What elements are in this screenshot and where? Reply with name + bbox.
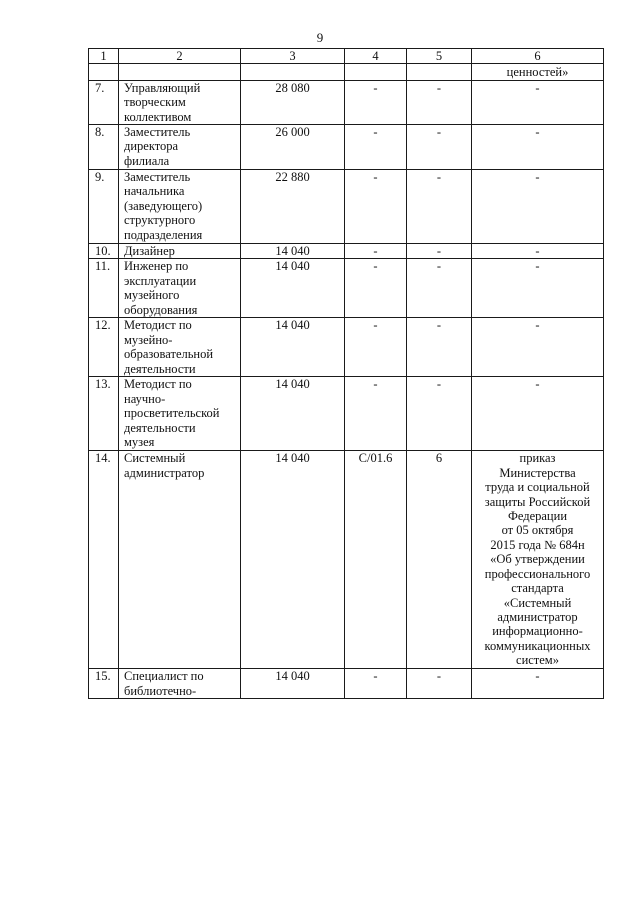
function-code: C/01.6 <box>345 451 407 669</box>
standard-document: - <box>472 377 604 451</box>
qualification-level: - <box>407 377 472 451</box>
table-row <box>89 669 604 699</box>
function-code: - <box>345 259 407 318</box>
function-code: - <box>345 244 407 259</box>
function-code: - <box>345 669 407 699</box>
table-row <box>89 451 604 669</box>
position-name: Системный администратор <box>124 451 205 480</box>
column-number-4: 4 <box>345 49 407 64</box>
position-name: Заместитель директора филиала <box>124 125 191 168</box>
salary-value: 22 880 <box>241 170 345 244</box>
function-code: - <box>345 80 407 124</box>
column-number-1: 1 <box>89 49 119 64</box>
column-number-6: 6 <box>472 49 604 64</box>
row-number: 15. <box>89 669 119 699</box>
row-number: 11. <box>89 259 119 318</box>
position-name <box>119 64 241 80</box>
positions-table <box>88 48 604 699</box>
salary-value: 26 000 <box>241 125 345 170</box>
salary-value: 14 040 <box>241 377 345 451</box>
position-name: Управляющий творческим коллективом <box>124 80 201 124</box>
table-row <box>89 244 604 259</box>
salary-value: 14 040 <box>241 244 345 259</box>
standard-document: ценностей» <box>472 64 604 80</box>
function-code <box>345 64 407 80</box>
qualification-level: - <box>407 80 472 124</box>
row-number: 13. <box>89 377 119 451</box>
salary-value <box>241 64 345 80</box>
position-name: Методист по научно- просветительской деятельности музея <box>124 377 220 450</box>
position-name: Методист по музейно- образовательной деятельности <box>124 318 214 376</box>
qualification-level: 6 <box>407 451 472 669</box>
standard-document: - <box>472 125 604 170</box>
salary-value: 14 040 <box>241 669 345 699</box>
standard-document: - <box>472 669 604 699</box>
table-row-continuation <box>89 64 604 80</box>
table-row <box>89 80 604 124</box>
column-number-3: 3 <box>241 49 345 64</box>
row-number: 10. <box>89 244 119 259</box>
qualification-level: - <box>407 318 472 377</box>
table-row <box>89 377 604 451</box>
standard-document: - <box>472 259 604 318</box>
salary-value: 14 040 <box>241 451 345 669</box>
position-name: Заместитель начальника (заведующего) структурного подразделения <box>124 170 203 242</box>
qualification-level: - <box>407 669 472 699</box>
standard-document: - <box>472 80 604 124</box>
qualification-level: - <box>407 170 472 244</box>
salary-value: 14 040 <box>241 259 345 318</box>
table-row <box>89 318 604 377</box>
column-number-5: 5 <box>407 49 472 64</box>
row-number: 14. <box>89 451 119 669</box>
standard-document: - <box>472 318 604 377</box>
table-row <box>89 125 604 170</box>
position-name: Инженер по эксплуатации музейного оборудования <box>124 259 198 317</box>
page-number: 9 <box>316 30 324 45</box>
row-number: 12. <box>89 318 119 377</box>
function-code: - <box>345 125 407 170</box>
standard-document: - <box>472 244 604 259</box>
table-header-row <box>89 49 604 64</box>
row-number: 7. <box>89 80 119 124</box>
position-name: Специалист по библиотечно- <box>124 669 204 698</box>
salary-value: 14 040 <box>241 318 345 377</box>
function-code: - <box>345 377 407 451</box>
standard-document: - <box>472 170 604 244</box>
row-number: 8. <box>89 125 119 170</box>
qualification-level: - <box>407 244 472 259</box>
row-number <box>89 64 119 80</box>
function-code: - <box>345 170 407 244</box>
row-number: 9. <box>89 170 119 244</box>
table-row <box>89 170 604 244</box>
position-name: Дизайнер <box>124 244 175 259</box>
qualification-level: - <box>407 259 472 318</box>
standard-document: приказ Министерства труда и социальной защиты Российской Федерации от 05 октября 2015 года № 684н «Об утверждении профессионального стандарта «Системный администратор информационно- коммуникационных систем» <box>484 451 591 668</box>
column-number-2: 2 <box>119 49 241 64</box>
table-row <box>89 259 604 318</box>
function-code: - <box>345 318 407 377</box>
qualification-level <box>407 64 472 80</box>
salary-value: 28 080 <box>241 80 345 124</box>
qualification-level: - <box>407 125 472 170</box>
